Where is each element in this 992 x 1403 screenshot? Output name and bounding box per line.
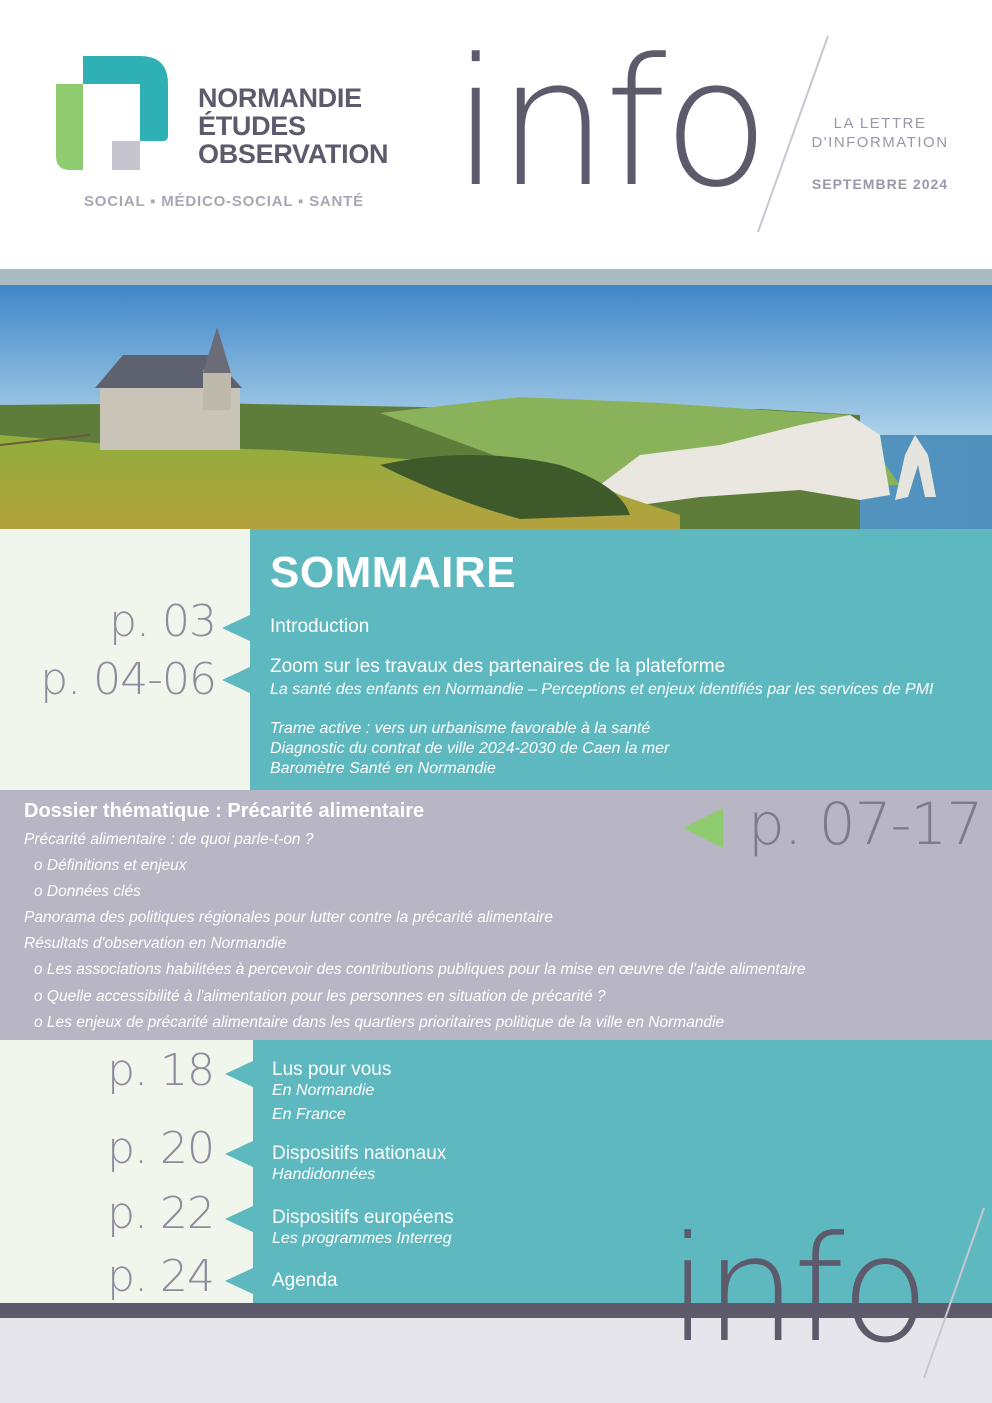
page-number: p. 07-17 xyxy=(748,790,983,858)
toc-subitem[interactable]: En Normandie xyxy=(272,1082,375,1099)
dossier-line[interactable]: o Données clés xyxy=(34,883,141,900)
issue-date: SEPTEMBRE 2024 xyxy=(811,176,949,192)
pointer-arrow-icon xyxy=(225,1060,255,1088)
page-number: p. 18 xyxy=(107,1045,214,1096)
org-name-line-3: OBSERVATION xyxy=(198,139,389,169)
toc-item-zoom[interactable]: Zoom sur les travaux des partenaires de la plateforme xyxy=(270,656,726,677)
newsletter-label-line-2: D'INFORMATION xyxy=(811,134,949,151)
pointer-arrow-icon xyxy=(222,614,252,642)
logo-mark-icon xyxy=(56,56,168,170)
header-divider-strip xyxy=(0,269,992,285)
dossier-title[interactable]: Dossier thématique : Précarité alimentaire xyxy=(24,800,425,822)
sommaire-title: SOMMAIRE xyxy=(270,548,516,597)
toc-item-introduction[interactable]: Introduction xyxy=(270,616,370,637)
page-number: p. 04-06 xyxy=(40,654,216,705)
info-title: info xyxy=(452,21,767,226)
toc-subitem[interactable]: Trame active : vers un urbanisme favorable à la santé xyxy=(270,720,651,737)
toc-item-dispositifs-nationaux[interactable]: Dispositifs nationaux xyxy=(272,1143,447,1164)
toc-item-dispositifs-europeens[interactable]: Dispositifs européens xyxy=(272,1207,454,1228)
pointer-arrow-icon xyxy=(225,1205,255,1233)
toc-subitem[interactable]: La santé des enfants en Normandie – Perceptions et enjeux identifiés par les services de PMI xyxy=(270,681,934,698)
dossier-line[interactable]: o Définitions et enjeux xyxy=(34,857,187,874)
org-name-line-1: NORMANDIE xyxy=(198,83,362,113)
pointer-arrow-icon xyxy=(683,808,723,848)
toc-subitem[interactable]: Handidonnées xyxy=(272,1166,376,1183)
dossier-line[interactable]: Précarité alimentaire : de quoi parle-t-on ? xyxy=(24,831,314,848)
page-number: p. 20 xyxy=(107,1123,214,1174)
newsletter-label-line-1: LA LETTRE xyxy=(833,115,927,132)
org-name-line-2: ÉTUDES xyxy=(198,111,306,141)
info-watermark: info xyxy=(668,1205,926,1375)
toc-subitem[interactable]: En France xyxy=(272,1106,346,1123)
newsletter-label xyxy=(790,114,970,152)
page-number: p. 03 xyxy=(109,596,216,647)
dossier-line[interactable]: o Quelle accessibilité à l'alimentation pour les personnes en situation de précarité ? xyxy=(34,988,606,1005)
pointer-arrow-icon xyxy=(225,1140,255,1168)
dossier-line[interactable]: Résultats d'observation en Normandie xyxy=(24,935,287,952)
toc-subitem[interactable]: Les programmes Interreg xyxy=(272,1230,452,1247)
toc-subitem[interactable]: Diagnostic du contrat de ville 2024-2030 de Caen la mer xyxy=(270,740,670,757)
organization-name xyxy=(198,84,388,168)
toc-item-lus-pour-vous[interactable]: Lus pour vous xyxy=(272,1059,392,1080)
page-number: p. 22 xyxy=(107,1188,214,1239)
dossier-line[interactable]: o Les associations habilitées à percevoir des contributions publiques pour la mise en œuvre de l'aide alimentaire xyxy=(34,961,806,978)
toc-subitem[interactable]: Baromètre Santé en Normandie xyxy=(270,760,496,777)
landscape-photo xyxy=(0,285,992,529)
toc-item-agenda[interactable]: Agenda xyxy=(272,1270,338,1291)
tagline: SOCIAL ▪ MÉDICO-SOCIAL ▪ SANTÉ xyxy=(84,193,364,210)
pointer-arrow-icon xyxy=(225,1267,255,1295)
pointer-arrow-icon xyxy=(222,666,252,694)
dossier-line[interactable]: Panorama des politiques régionales pour lutter contre la précarité alimentaire xyxy=(24,909,554,926)
slash-divider-icon xyxy=(918,1206,990,1382)
dossier-line[interactable]: o Les enjeux de précarité alimentaire dans les quartiers prioritaires politique de la ville en Normandie xyxy=(34,1014,725,1031)
page-number: p. 24 xyxy=(107,1251,214,1302)
